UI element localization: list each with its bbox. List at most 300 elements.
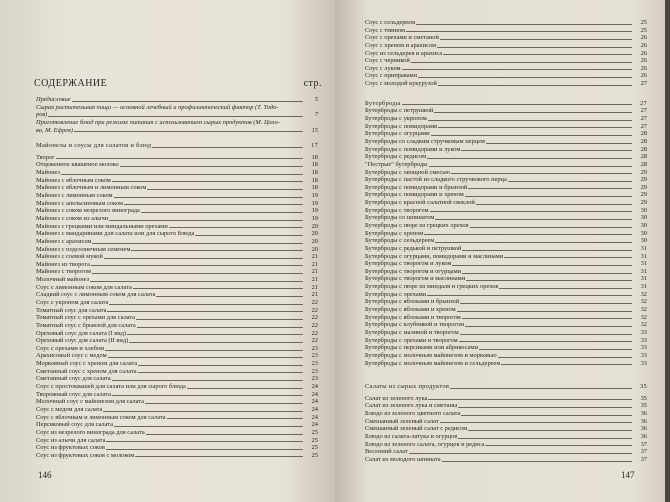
toc-entry-title: Майонез с арахисом: [36, 237, 92, 245]
toc-entry-title: Творожный соус для салата: [36, 390, 111, 398]
toc-entry-page: 36: [640, 417, 647, 425]
left-toc: [36, 96, 318, 459]
toc-entry-page: 36: [640, 410, 647, 418]
toc-entry-title: Майонез с соком из алычи: [36, 214, 109, 222]
toc-entry: [36, 421, 318, 429]
leader-line: [195, 235, 303, 236]
toc-entry-title: Приготовление блюд при режиме питания с использованием сырых продуктов (М. Цоло-: [36, 118, 280, 126]
leader-line: [458, 407, 632, 408]
leader-line: [429, 166, 633, 167]
leader-line: [109, 304, 303, 305]
leader-line: [450, 388, 632, 389]
toc-entry-page: 29: [640, 183, 647, 191]
toc-entry: [365, 448, 647, 456]
leader-line: [107, 311, 303, 312]
toc-entry-title: Бутерброды с хреном: [365, 229, 424, 237]
toc-entry: [36, 360, 318, 368]
toc-entry-title: Томатный соус для салата: [36, 306, 107, 314]
toc-entry: [36, 429, 318, 437]
leader-line: [468, 430, 632, 431]
leader-line: [434, 112, 632, 113]
toc-entry: [365, 107, 647, 115]
toc-entry: [365, 222, 647, 230]
toc-entry-title: "Пестрые" бутерброды: [365, 160, 428, 168]
leader-line: [485, 445, 632, 446]
toc-entry-title: Майонез с соевой мукой: [36, 253, 103, 261]
leader-line: [457, 311, 632, 312]
leader-line: [152, 147, 303, 148]
toc-entry-page: 31: [640, 244, 647, 252]
toc-entry-title: Соус с сельдереем: [365, 18, 416, 26]
leader-line: [411, 62, 632, 63]
leader-line: [430, 211, 633, 212]
leader-line: [462, 273, 632, 274]
leader-line: [169, 227, 303, 228]
toc-entry: [36, 406, 318, 414]
toc-entry-title: Бутерброды с орехами и творогом: [365, 336, 458, 344]
toc-entry-page: 28: [640, 145, 647, 153]
toc-entry: [365, 329, 647, 337]
toc-entry: [365, 123, 647, 131]
toc-entry-page: 25: [311, 444, 318, 452]
toc-entry: [365, 176, 647, 184]
toc-entry: [36, 200, 318, 208]
leader-line: [416, 24, 632, 25]
toc-entry-title: Соус из фруктовых соков с молоком: [36, 451, 135, 459]
toc-entry-page: 29: [640, 176, 647, 184]
toc-entry-title: Бутерброды с редькой и петрушкой: [365, 244, 462, 252]
toc-entry: [365, 298, 647, 306]
toc-entry-page: 37: [640, 455, 647, 463]
toc-entry-title: Бутерброды с красной салатной свеклой: [365, 199, 475, 207]
toc-entry: [365, 169, 647, 177]
toc-entry-title: Бутерброды с помидорами и хреном: [365, 191, 464, 199]
toc-entry-title: Сладкий соус с лимонным соком для салата: [36, 291, 156, 299]
toc-entry-page: 27: [640, 122, 647, 130]
toc-entry-page: 27: [640, 80, 647, 88]
toc-entry: [365, 27, 647, 35]
toc-entry: [365, 19, 647, 27]
toc-entry-title: Соус с молодой кукурузой: [365, 80, 437, 88]
toc-entry: [365, 360, 647, 368]
toc-entry: [36, 261, 318, 269]
leader-line: [452, 265, 632, 266]
toc-entry-page: 24: [311, 405, 318, 413]
leader-line: [428, 399, 632, 400]
leader-line: [427, 295, 632, 296]
toc-entry: [36, 230, 318, 238]
leader-line: [104, 258, 303, 259]
toc-entry-title: Бутерброды с пюре из миндаля и грецких орехов: [365, 283, 499, 291]
toc-entry-page: 31: [640, 275, 647, 283]
toc-entry-page: 32: [640, 290, 647, 298]
toc-entry-page: 19: [311, 199, 318, 207]
leader-line: [137, 327, 303, 328]
leader-line: [127, 334, 303, 335]
toc-entry-title: Салат из зеленого лука: [365, 394, 428, 402]
toc-entry-title: ва, М. Ефрев): [36, 126, 74, 134]
toc-entry: [36, 337, 318, 345]
toc-entry-title: Соус с черникой: [365, 57, 410, 65]
toc-entry-title: Майонез с яблочным и лимонным соком: [36, 184, 147, 192]
toc-entry-title: Бутерброды со шпинатом: [365, 214, 435, 222]
toc-entry: [36, 161, 318, 169]
leader-line: [133, 288, 303, 289]
toc-entry: [365, 153, 647, 161]
background-edge: [665, 0, 670, 502]
toc-entry-title: Соус с тмином: [365, 26, 406, 34]
toc-entry-page: 25: [311, 451, 318, 459]
toc-entry: [365, 268, 647, 276]
leader-line: [129, 342, 303, 343]
toc-entry-page: 21: [311, 260, 318, 268]
toc-entry-page: 32: [640, 313, 647, 321]
leader-line: [141, 212, 303, 213]
toc-entry-title: Соус из незрелого винограда для салата: [36, 428, 145, 436]
toc-entry-page: 24: [311, 390, 318, 398]
toc-entry-title: Бутерброды с творогом: [365, 206, 429, 214]
leader-line: [402, 69, 632, 70]
toc-entry-title: Соус из сельдерея и арахиса: [365, 49, 443, 57]
leader-line: [479, 349, 632, 350]
toc-entry-title: Бутерброды с сельдереем: [365, 237, 435, 245]
leader-line: [167, 418, 303, 419]
leader-line: [135, 456, 303, 457]
toc-entry-page: 37: [640, 448, 647, 456]
toc-entry-page: 23: [311, 375, 318, 383]
leader-line: [92, 243, 303, 244]
front-matter-entry: [36, 96, 318, 104]
toc-entry-title: Салат из зеленого лука и сметаны: [365, 402, 458, 410]
toc-entry-page: 22: [311, 329, 318, 337]
toc-entry-page: 27: [640, 99, 647, 107]
toc-entry-page: 18: [311, 176, 318, 184]
toc-entry-page: 25: [640, 26, 647, 34]
leader-line: [112, 181, 303, 182]
toc-entry-page: 23: [311, 367, 318, 375]
toc-entry-title: Соус из фруктовых соков: [36, 444, 105, 452]
toc-entry-page: 18: [311, 161, 318, 169]
toc-entry-title: Молочный соус с майонезом для салата: [36, 398, 144, 406]
leader-line: [106, 441, 303, 442]
toc-entry-title: Майонез с яблочным соком: [36, 176, 111, 184]
toc-entry-page: 26: [640, 57, 647, 65]
toc-entry: [36, 353, 318, 361]
toc-entry-page: 26: [640, 41, 647, 49]
toc-entry: [36, 414, 318, 422]
toc-entry-title: Майонез с мандаринами для салата или для сырого блюда: [36, 230, 195, 238]
toc-entry-title: Соус с приправами: [365, 72, 417, 80]
toc-entry-title: Бутерброды с клубникой и творогом: [365, 321, 465, 329]
toc-entry-title: Бутерброды с творогом и луком: [365, 260, 452, 268]
toc-entry-page: 25: [311, 428, 318, 436]
toc-entry-title: Предисловие: [36, 95, 71, 103]
toc-entry-title: Салат из молодого шпината: [365, 455, 441, 463]
toc-entry-title: Бутерброды с редисом: [365, 153, 427, 161]
toc-entry-page: 31: [640, 260, 647, 268]
leader-line: [409, 453, 632, 454]
toc-entry: [36, 391, 318, 399]
toc-entry-page: 20: [311, 237, 318, 245]
toc-entry-title: Бутерброды с укропом: [365, 115, 427, 123]
toc-entry-title: Салаты из сырых продуктов: [365, 383, 450, 391]
leader-line: [418, 77, 632, 78]
toc-entry-title: Бутерброды с помидорами и брынзой: [365, 183, 468, 191]
toc-entry-page: 31: [640, 283, 647, 291]
front-matter-entry: [36, 104, 318, 112]
toc-entry-page: 5: [314, 95, 318, 103]
toc-entry-page: 29: [640, 199, 647, 207]
toc-entry-title: Творог: [36, 153, 55, 161]
toc-entry-title: Бутерброды со сладким стручковым перцем: [365, 137, 485, 145]
toc-entry-page: 32: [640, 306, 647, 314]
toc-entry-page: 26: [640, 64, 647, 72]
toc-entry-page: 18: [311, 169, 318, 177]
toc-page-column-label: стр.: [303, 78, 322, 89]
leader-line: [486, 143, 632, 144]
toc-entry: [365, 34, 647, 42]
leader-line: [466, 280, 632, 281]
toc-entry-page: 32: [640, 298, 647, 306]
toc-entry-title: Весенний салат: [365, 448, 408, 456]
toc-entry-title: Соус с яблочным и лимонным соком для салата: [36, 413, 166, 421]
leader-line: [498, 357, 632, 358]
toc-entry-title: Майонез с апельсиновым соком: [36, 199, 123, 207]
toc-entry-title: Соус с орехами и хлебом: [36, 344, 105, 352]
toc-entry: [365, 230, 647, 238]
toc-entry: [365, 291, 647, 299]
toc-entry-title: Арахисовый соус с медом: [36, 352, 107, 360]
toc-entry-title: Блюдо из салата-латука и огурцов: [365, 433, 458, 441]
toc-entry: [365, 418, 647, 426]
leader-line: [145, 403, 303, 404]
toc-entry-page: 24: [311, 413, 318, 421]
section-heading: [36, 142, 318, 150]
toc-entry: [36, 452, 318, 460]
toc-entry: [365, 253, 647, 261]
leader-line: [440, 422, 632, 423]
leader-line: [91, 265, 303, 266]
leader-line: [114, 197, 303, 198]
leader-line: [435, 219, 632, 220]
toc-entry-page: 21: [311, 268, 318, 276]
toc-entry: [36, 307, 318, 315]
toc-entry: [365, 42, 647, 50]
toc-entry-page: 30: [640, 222, 647, 229]
leader-line: [124, 204, 303, 205]
toc-entry-title: Ореховый соус для салата (II вид): [36, 337, 129, 345]
leader-line: [451, 173, 632, 174]
leader-line: [443, 54, 632, 55]
right-page-number: 147: [621, 470, 635, 480]
toc-entry: [365, 50, 647, 58]
spacer: [36, 134, 318, 138]
leader-line: [105, 350, 303, 351]
toc-entry: [36, 322, 318, 330]
leader-line: [459, 341, 632, 342]
toc-entry: [36, 184, 318, 192]
toc-entry-title: Сырая растительная пища — основной лечебный и профилактический фактор (Т. Тодо-: [36, 103, 279, 111]
toc-entry: [36, 299, 318, 307]
toc-entry-page: 7: [314, 111, 318, 119]
toc-entry-page: 30: [640, 206, 647, 214]
leader-line: [465, 196, 632, 197]
leader-line: [460, 334, 632, 335]
toc-entry-page: 30: [640, 229, 647, 237]
toc-entry-title: Майонез с творогом: [36, 268, 91, 276]
toc-entry-page: 18: [311, 184, 318, 192]
toc-entry-page: 33: [640, 344, 647, 352]
leader-line: [48, 116, 303, 117]
toc-entry-page: 19: [311, 214, 318, 222]
toc-entry: [365, 115, 647, 123]
toc-entry-page: 35: [640, 402, 647, 410]
toc-entry: [36, 314, 318, 322]
leader-line: [438, 85, 632, 86]
leader-line: [92, 273, 303, 274]
leader-line: [501, 364, 632, 365]
leader-line: [504, 257, 632, 258]
toc-entry-title: Бутерброды с яблоками и хреном: [365, 306, 456, 314]
leader-line: [61, 174, 303, 175]
toc-entry: [365, 456, 647, 464]
leader-line: [187, 388, 303, 389]
toc-entry-title: Бутерброды с творогом и огурцами: [365, 267, 462, 275]
leader-line: [442, 461, 632, 462]
toc-entry-page: 25: [311, 436, 318, 444]
toc-entry-page: 36: [640, 433, 647, 441]
toc-entry: [365, 72, 647, 80]
toc-entry-title: Бутерброды с творогом и маслинами: [365, 275, 466, 283]
toc-entry: [365, 344, 647, 352]
toc-entry-title: Соус с орехами и сметаной: [365, 34, 439, 42]
toc-entry-page: 32: [640, 321, 647, 329]
toc-entry-title: Майонез с лимонным соком: [36, 192, 113, 200]
toc-entry-title: Бутерброды с орехами: [365, 290, 427, 298]
leader-line: [465, 326, 632, 327]
section-heading: [365, 100, 647, 108]
toc-entry-page: 31: [640, 267, 647, 275]
toc-entry-title: Майонез с грецкими или миндальными орехами: [36, 222, 168, 230]
toc-entry: [36, 169, 318, 177]
toc-entry-title: Бутерброды с помидорами: [365, 122, 438, 130]
toc-entry: [365, 425, 647, 433]
toc-entry: [365, 138, 647, 146]
toc-entry-page: 17: [311, 142, 318, 150]
leader-line: [103, 411, 303, 412]
leader-line: [138, 372, 303, 373]
toc-entry: [36, 276, 318, 284]
toc-entry-title: Соус из алычи для салата: [36, 436, 106, 444]
toc-heading: [34, 78, 322, 89]
toc-entry-title: Майонез с подсолнечным семенем: [36, 245, 131, 253]
leader-line: [470, 227, 632, 228]
toc-entry: [365, 245, 647, 253]
leader-line: [112, 395, 303, 396]
toc-entry-page: 26: [640, 49, 647, 57]
toc-entry-title: ров): [36, 111, 48, 119]
leader-line: [112, 380, 303, 381]
toc-entry-title: Соус с луком: [365, 64, 401, 72]
toc-entry: [365, 321, 647, 329]
leader-line: [428, 120, 632, 121]
toc-entry: [365, 441, 647, 449]
toc-entry-title: Соус с простоквашей для салата или для сырого блюда: [36, 383, 186, 391]
toc-entry-title: Бутерброды с помидорами и луком: [365, 145, 461, 153]
toc-entry-page: 22: [311, 306, 318, 314]
toc-entry-page: 19: [311, 192, 318, 200]
leader-line: [72, 101, 303, 102]
toc-entry: [365, 283, 647, 291]
toc-entry-title: Майонезы и соусы для салатов и блюд: [36, 142, 152, 150]
toc-entry-page: 33: [640, 359, 647, 367]
toc-entry-page: 26: [640, 72, 647, 80]
toc-entry-page: 23: [311, 360, 318, 368]
toc-entry-page: 21: [311, 291, 318, 299]
toc-entry-title: Бутерброды с пастой из сладкого стручкового перца: [365, 176, 507, 184]
right-page: [335, 0, 665, 502]
right-toc: [365, 19, 647, 464]
toc-entry-page: 33: [640, 336, 647, 344]
toc-entry-title: Сметанный соус с хреном для салата: [36, 367, 137, 375]
toc-entry: [365, 191, 647, 199]
leader-line: [146, 434, 303, 435]
toc-entry-page: 28: [640, 137, 647, 145]
toc-entry-page: 23: [311, 352, 318, 360]
toc-entry: [36, 207, 318, 215]
leader-line: [508, 181, 632, 182]
toc-entry-title: Бутерброды с молочным майонезом и морковью: [365, 351, 497, 359]
leader-line: [74, 131, 303, 132]
toc-entry-title: Соус с медом для салата: [36, 405, 103, 413]
toc-entry-title: Молочный майонез: [36, 276, 90, 284]
toc-entry: [365, 337, 647, 345]
leader-line: [476, 204, 632, 205]
toc-entry: [36, 398, 318, 406]
toc-entry-page: 28: [640, 153, 647, 161]
leader-line: [440, 39, 632, 40]
toc-entry: [365, 352, 647, 360]
front-matter-entry: [36, 119, 318, 127]
toc-entry: [365, 395, 647, 403]
toc-entry: [365, 314, 647, 322]
toc-entry: [365, 410, 647, 418]
toc-entry: [365, 214, 647, 222]
front-matter-entry: [36, 127, 318, 135]
toc-entry: [36, 238, 318, 246]
toc-entry-title: Бутерброды с овощной смесью: [365, 168, 450, 176]
toc-entry-page: 21: [311, 276, 318, 284]
toc-entry-page: 24: [311, 398, 318, 406]
toc-entry-page: 22: [311, 299, 318, 306]
section-heading: [365, 383, 647, 391]
leader-line: [106, 449, 303, 450]
toc-entry-page: 24: [311, 421, 318, 429]
leader-line: [427, 158, 632, 159]
toc-entry: [36, 177, 318, 185]
leader-line: [468, 188, 632, 189]
spacer: [365, 375, 647, 379]
toc-entry: [36, 215, 318, 223]
toc-entry: [36, 223, 318, 231]
leader-line: [462, 250, 632, 251]
leader-line: [156, 296, 303, 297]
toc-entry-title: Ореховый соус для салата (I вид): [36, 329, 127, 337]
toc-entry-page: 33: [640, 351, 647, 359]
toc-entry-page: 20: [311, 230, 318, 238]
toc-entry-title: Майонез из творога: [36, 260, 90, 268]
leader-line: [424, 234, 632, 235]
